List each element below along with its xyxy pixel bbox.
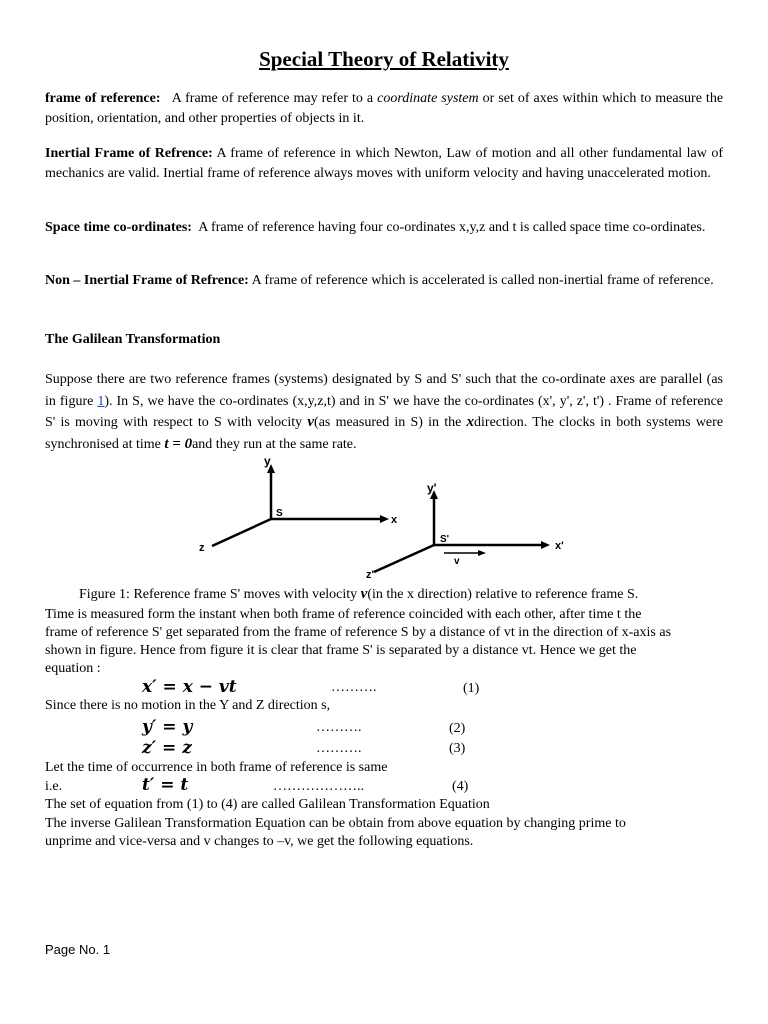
frame-s-axes bbox=[212, 470, 383, 546]
caption-text-a: Figure 1: Reference frame S' moves with velocity bbox=[79, 587, 358, 602]
space-time-term: Space time co-ordinates: bbox=[45, 220, 192, 235]
sp-velocity-label: v bbox=[454, 556, 460, 567]
non-inertial-frame-term: Non – Inertial Frame of Refrence: bbox=[45, 273, 249, 288]
body-line-10: unprime and vice-versa and v changes to –v, we get the following equations. bbox=[45, 834, 474, 849]
suppose-text-5: and they run at the same rate. bbox=[192, 436, 357, 452]
non-inertial-frame-text: A frame of reference which is accelerated is called non-inertial frame of reference. bbox=[251, 273, 714, 288]
frame-of-reference-term: frame of reference: bbox=[45, 91, 161, 106]
frame-of-reference-paragraph bbox=[45, 89, 723, 129]
suppose-text-3: (as measured in S) in the bbox=[314, 415, 462, 430]
s-z-label: z bbox=[199, 542, 205, 554]
x-direction-symbol: x bbox=[466, 414, 475, 430]
s-origin-label: S bbox=[276, 508, 283, 519]
suppose-text-2: ). In S, we have the co-ordinates (x,y,z,t) and in S' we have the co-ordinates (x', y', z', t') . Frame of reference S' is moving with respect to S with velocity bbox=[45, 393, 724, 430]
space-time-text: A frame of reference having four co-ordinates x,y,z and t is called space time co-ordinates. bbox=[198, 220, 706, 235]
equation-4-dots: ……………….. bbox=[273, 779, 364, 794]
body-line-1: Time is measured form the instant when both frame of reference coincided with each other, after time t the bbox=[45, 607, 642, 622]
non-inertial-frame-paragraph bbox=[45, 271, 723, 291]
sp-y-label: y' bbox=[427, 481, 437, 495]
body-line-2: frame of reference S' get separated from the frame of reference S by a distance of vt in the direction of x-axis as bbox=[45, 625, 672, 640]
suppose-text-4: direction. The clocks in both systems were synchronised at time bbox=[45, 415, 724, 452]
sp-z-label: z' bbox=[366, 569, 375, 581]
reference-frames-figure bbox=[190, 452, 580, 582]
t-equals-zero-symbol: t = 0 bbox=[164, 435, 193, 452]
page-number-footer: Page No. 1 bbox=[45, 942, 111, 957]
figure-1-link[interactable]: 1 bbox=[97, 393, 105, 409]
s-x-arrowhead bbox=[380, 515, 389, 523]
coordinate-system-italic: coordinate system bbox=[377, 91, 479, 106]
frame-of-reference-text-b: or set of axes within which to measure the position, orientation, and other properties of objects in it. bbox=[45, 91, 724, 126]
body-line-7: i.e. bbox=[45, 779, 63, 794]
equation-2-number: (2) bbox=[449, 721, 466, 736]
body-line-5: Since there is no motion in the Y and Z direction s, bbox=[45, 698, 331, 713]
body-line-8: The set of equation from (1) to (4) are called Galilean Transformation Equation bbox=[45, 797, 490, 812]
s-y-label: y bbox=[264, 454, 271, 468]
equation-1-number: (1) bbox=[463, 681, 480, 696]
caption-v-symbol: v bbox=[360, 586, 368, 602]
equation-3-dots: ………. bbox=[316, 741, 362, 756]
caption-text-b: (in the x direction) relative to reference frame S. bbox=[367, 587, 639, 602]
sp-x-arrowhead bbox=[541, 541, 550, 549]
equation-3-number: (3) bbox=[449, 741, 466, 756]
equation-4: t′ = t bbox=[142, 775, 189, 795]
equation-2: y′ = y bbox=[142, 717, 193, 737]
sp-x-label: x' bbox=[555, 540, 564, 552]
equation-1-dots: ………. bbox=[331, 680, 377, 695]
body-line-3: shown in figure. Hence from figure it is clear that frame S' is separated by a distance vt. Hence we get the bbox=[45, 643, 637, 658]
equation-3: z′ = z bbox=[142, 738, 192, 758]
space-time-paragraph bbox=[45, 218, 723, 238]
body-line-6: Let the time of occurrence in both frame of reference is same bbox=[45, 760, 388, 775]
body-line-4: equation : bbox=[45, 661, 101, 676]
inertial-frame-paragraph bbox=[45, 144, 723, 184]
velocity-v-symbol: v bbox=[307, 414, 315, 430]
frame-of-reference-text-a: A frame of reference may refer to a bbox=[171, 91, 374, 106]
equation-1: x′ = x − vt bbox=[142, 677, 237, 697]
body-line-9: The inverse Galilean Transformation Equation can be obtain from above equation by changing prime to bbox=[45, 816, 626, 831]
sp-origin-label: S' bbox=[440, 534, 450, 545]
suppose-paragraph bbox=[45, 369, 723, 455]
velocity-arrowhead bbox=[478, 550, 486, 556]
galilean-transformation-heading: The Galilean Transformation bbox=[45, 332, 221, 347]
inertial-frame-term: Inertial Frame of Refrence: bbox=[45, 146, 213, 161]
inertial-frame-text: A frame of reference in which Newton, Law of motion and all other fundamental law of mechanics are valid. Inertial frame of reference always moves with uniform velocity and having unaccelerated motion. bbox=[45, 146, 723, 181]
equation-2-dots: ………. bbox=[316, 720, 362, 735]
equation-4-number: (4) bbox=[452, 779, 469, 794]
suppose-text-1: Suppose there are two reference frames (systems) designated by S and S' such that the co-ordinate axes are parallel (as in figure bbox=[45, 372, 723, 409]
figure-caption bbox=[79, 586, 638, 603]
page-title: Special Theory of Relativity bbox=[259, 47, 509, 71]
s-x-label: x bbox=[391, 514, 398, 526]
